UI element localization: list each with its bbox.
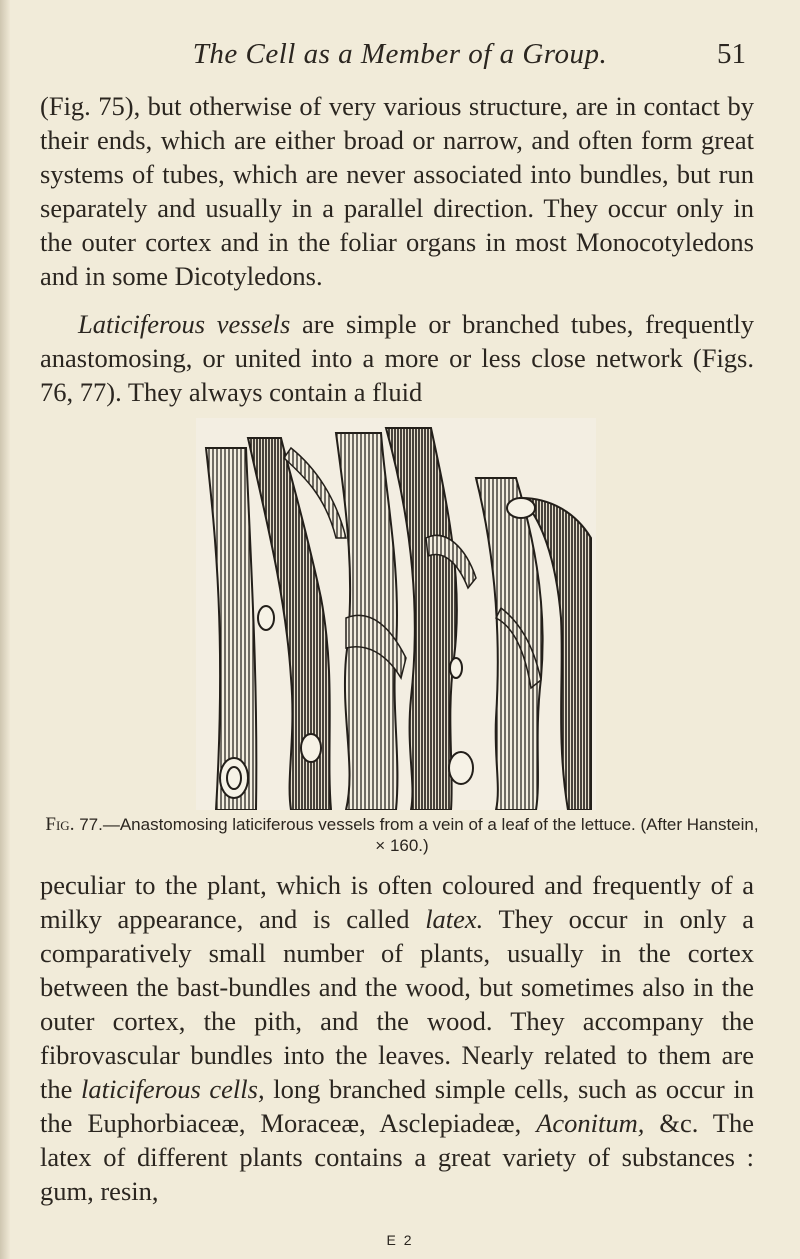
figure-caption	[42, 814, 762, 856]
paragraph-2-text: are simple or branched tubes, frequently anastomosing, or united into a more or less close network (Figs. 76, 77). They always contain a fluid	[40, 309, 754, 407]
page-edge	[0, 0, 10, 1259]
paragraph-3	[40, 868, 754, 1208]
term-laticiferous-cells: laticiferous cells,	[81, 1074, 265, 1104]
paragraph-3-text-a: peculiar to the plant, which is often coloured and frequently of a milky appearance, and is called	[40, 870, 754, 934]
term-latex: latex.	[425, 904, 484, 934]
paragraph-2	[40, 307, 754, 409]
term-laticiferous-vessels: Laticiferous vessels	[78, 309, 291, 339]
paragraph-1: (Fig. 75), but otherwise of very various structure, are in contact by their ends, which are either broad or narrow, and often form great systems of tubes, which are never associated into bundles, but run separately and usually in a parallel direction. They occur only in the outer cortex and in the foliar organs in most Monocotyledons and in some Dicotyledons.	[40, 91, 754, 291]
signature-mark: E 2	[386, 1232, 414, 1248]
running-title: The Cell as a Member of a Group.	[192, 38, 608, 70]
vessel-illustration	[196, 418, 596, 810]
figure-label: Fig.	[45, 814, 75, 835]
paragraph-3-text-d: &c. The latex of different plants contains a great variety of substances : gum, resin,	[40, 1108, 754, 1206]
page-number: 51	[717, 38, 746, 70]
figure-caption-text: 77.—Anastomosing laticiferous vessels from a vein of a leaf of the lettuce. (After Hanstein, × 160.)	[79, 815, 759, 855]
term-aconitum: Aconitum,	[536, 1108, 645, 1138]
paragraph-3-text-b: They occur in only a comparatively small number of plants, usually in the cortex between the bast-bundles and the wood, but sometimes also in the outer cortex, the pith, and the wood. They accompany the fibrovascular bundles into the leaves. Nearly related to them are the	[40, 904, 754, 1104]
figure-laticiferous-vessels	[196, 418, 596, 810]
running-header	[40, 38, 760, 78]
paragraph-3-text-c: long branched simple cells, such as occur in the Euphorbiaceæ, Moraceæ, Asclepiadeæ,	[40, 1074, 755, 1138]
